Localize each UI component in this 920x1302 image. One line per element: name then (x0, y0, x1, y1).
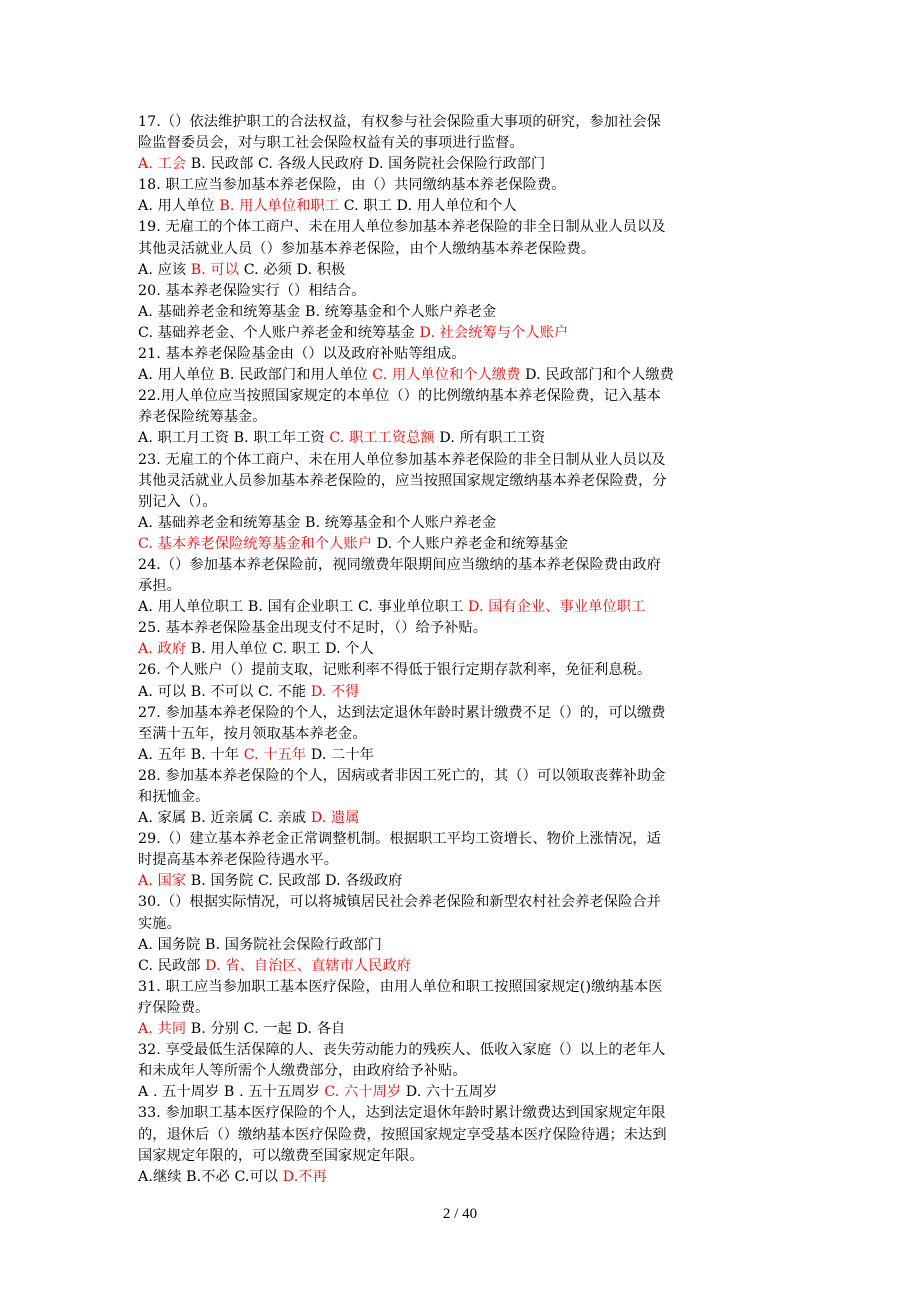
line-text: 和未成年人等所需个人缴费部分，由政府给予补贴。 (138, 1063, 467, 1080)
text-line (138, 344, 788, 365)
text-line (138, 682, 788, 703)
text-line (138, 850, 788, 871)
text-line (138, 217, 788, 238)
line-text: 其他灵活就业人员参加基本养老保险的，应当按照国家规定缴纳基本养老保险费，分 (138, 472, 667, 489)
text-line (138, 808, 788, 829)
line-text: C. 职工 D. 用人单位和个人 (339, 198, 517, 215)
line-text: B. 国务院 C. 民政部 D. 各级政府 (186, 873, 403, 890)
line-text: 33. 参加职工基本医疗保险的个人，达到法定退休年龄时累计缴费达到国家规定年限 (138, 1105, 666, 1122)
text-line (138, 281, 788, 302)
answer-highlight: D. 不得 (310, 683, 360, 700)
answer-highlight: D. 社会统筹与个人账户 (419, 324, 569, 341)
text-line (138, 302, 788, 323)
text-line (138, 239, 788, 260)
text-line (138, 428, 788, 449)
text-line (138, 724, 788, 745)
line-text: 疗保险费。 (138, 999, 210, 1016)
line-text: A. 国务院 B. 国务院社会保险行政部门 (138, 936, 382, 953)
answer-highlight: D. 遗属 (310, 810, 360, 827)
text-line (138, 998, 788, 1019)
text-line (138, 133, 788, 154)
text-line (138, 1082, 788, 1103)
text-line (138, 450, 788, 471)
text-line (138, 260, 788, 281)
text-line (138, 471, 788, 492)
answer-highlight: D.不再 (282, 1168, 327, 1185)
text-line (138, 639, 788, 660)
line-text: 养老保险统筹基金。 (138, 409, 267, 426)
line-text: D. 二十年 (306, 746, 374, 763)
line-text: A. 基础养老金和统筹基金 B. 统筹基金和个人账户养老金 (138, 514, 497, 531)
text-line (138, 829, 788, 850)
line-text: C. 必须 D. 积极 (239, 261, 346, 278)
text-line (138, 787, 788, 808)
line-text: A. 家属 B. 近亲属 C. 亲戚 (138, 810, 311, 827)
line-text: A. 用人单位职工 B. 国有企业职工 C. 事业单位职工 (138, 599, 468, 616)
text-line (138, 703, 788, 724)
answer-highlight: C. 用人单位和个人缴费 (372, 367, 521, 384)
line-text: A. 用人单位 (138, 198, 220, 215)
line-text: 19. 无雇工的个体工商户、未在用人单位参加基本养老保险的非全日制从业人员以及 (138, 219, 666, 236)
text-line (138, 323, 788, 344)
line-text: 28. 参加基本养老保险的个人，因病或者非因工死亡的，其（）可以领取丧葬补助金 (138, 767, 666, 784)
line-text: 其他灵活就业人员（）参加基本养老保险，由个人缴纳基本养老保险费。 (138, 240, 596, 257)
text-line (138, 1040, 788, 1061)
text-line (138, 534, 788, 555)
text-line (138, 745, 788, 766)
text-line (138, 1125, 788, 1146)
answer-highlight: A. 工会 (138, 156, 187, 173)
line-text: D. 六十五周岁 (401, 1084, 498, 1101)
answer-highlight: C. 职工工资总额 (329, 430, 435, 447)
answer-highlight: B. 可以 (190, 261, 240, 278)
line-text: 国家规定年限的，可以缴费至国家规定年限。 (138, 1147, 424, 1164)
text-line (138, 196, 788, 217)
text-line (138, 766, 788, 787)
answer-highlight: B. 用人单位和职工 (219, 198, 340, 215)
answer-highlight: A. 共同 (138, 1021, 187, 1038)
line-text: 险监督委员会，对与职工社会保险权益有关的事项进行监督。 (138, 135, 524, 152)
line-text: 21. 基本养老保险基金由（）以及政府补贴等组成。 (138, 346, 466, 363)
answer-highlight: A. 政府 (138, 641, 187, 658)
answer-highlight: C. 六十周岁 (324, 1084, 402, 1101)
text-line (138, 1167, 788, 1188)
line-text: 32. 享受最低生活保障的人、丧失劳动能力的残疾人、低收入家庭（）以上的老年人 (138, 1042, 666, 1059)
line-text: A. 可以 B. 不可以 C. 不能 (138, 683, 311, 700)
line-text: 23. 无雇工的个体工商户、未在用人单位参加基本养老保险的非全日制从业人员以及 (138, 451, 666, 468)
line-text: 24.（）参加基本养老保险前，视同缴费年限期间应当缴纳的基本养老保险费由政府 (138, 556, 661, 573)
text-line (138, 112, 788, 133)
line-text: 承担。 (138, 578, 181, 595)
line-text: B. 分别 C. 一起 D. 各自 (186, 1021, 346, 1038)
text-line (138, 977, 788, 998)
line-text: 的，退休后（）缴纳基本医疗保险费，按照国家规定享受基本医疗保险待遇；未达到 (138, 1126, 667, 1143)
line-text: C. 民政部 (138, 957, 206, 974)
text-line (138, 1019, 788, 1040)
text-line (138, 892, 788, 913)
document-body (138, 112, 788, 1188)
line-text: B. 民政部 C. 各级人民政府 D. 国务院社会保险行政部门 (186, 156, 546, 173)
line-text: A. 用人单位 B. 民政部门和用人单位 (138, 367, 373, 384)
line-text: A. 基础养老金和统筹基金 B. 统筹基金和个人账户养老金 (138, 303, 497, 320)
text-line (138, 956, 788, 977)
line-text: A.继续 B.不必 C.可以 (138, 1168, 283, 1185)
line-text: D. 民政部门和个人缴费 (520, 367, 674, 384)
line-text: 20. 基本养老保险实行（）相结合。 (138, 282, 366, 299)
text-line (138, 492, 788, 513)
answer-highlight: C. 十五年 (243, 746, 307, 763)
line-text: A. 应该 (138, 261, 191, 278)
line-text: 至满十五年，按月领取基本养老金。 (138, 725, 367, 742)
line-text: 时提高基本养老保险待遇水平。 (138, 852, 339, 869)
line-text: 26. 个人账户（）提前支取，记账利率不得低于银行定期存款利率，免征利息税。 (138, 662, 652, 679)
text-line (138, 871, 788, 892)
answer-highlight: A. 国家 (138, 873, 187, 890)
answer-highlight: C. 基本养老保险统筹基金和个人账户 (138, 535, 372, 552)
line-text: A. 职工月工资 B. 职工年工资 (138, 430, 330, 447)
line-text: D. 所有职工工资 (434, 430, 546, 447)
text-line (138, 175, 788, 196)
text-line (138, 935, 788, 956)
line-text: 实施。 (138, 915, 181, 932)
answer-highlight: D. 省、自治区、直辖市人民政府 (205, 957, 412, 974)
line-text: 30.（）根据实际情况，可以将城镇居民社会养老保险和新型农村社会养老保险合并 (138, 894, 661, 911)
text-line (138, 1146, 788, 1167)
text-line (138, 597, 788, 618)
line-text: B. 用人单位 C. 职工 D. 个人 (186, 641, 374, 658)
text-line (138, 365, 788, 386)
text-line (138, 513, 788, 534)
line-text: 22.用人单位应当按照国家规定的本单位（）的比例缴纳基本养老保险费，记入基本 (138, 388, 661, 405)
line-text: A . 五十周岁 B . 五十五周岁 (138, 1084, 325, 1101)
line-text: 和抚恤金。 (138, 789, 210, 805)
text-line (138, 555, 788, 576)
text-line (138, 914, 788, 935)
text-line (138, 1103, 788, 1124)
text-line (138, 407, 788, 428)
line-text: 17.（）依法维护职工的合法权益，有权参与社会保险重大事项的研究，参加社会保 (138, 114, 661, 130)
text-line (138, 154, 788, 175)
answer-highlight: D. 国有企业、事业单位职工 (468, 599, 646, 616)
text-line (138, 618, 788, 639)
text-line (138, 1061, 788, 1082)
line-text: 31. 职工应当参加职工基本医疗保险，由用人单位和职工按照国家规定()缴纳基本医 (138, 978, 663, 995)
line-text: 29.（）建立基本养老金正常调整机制。根据职工平均工资增长、物价上涨情况，适 (138, 831, 661, 848)
line-text: A. 五年 B. 十年 (138, 746, 244, 763)
line-text: C. 基础养老金、个人账户养老金和统筹基金 (138, 324, 420, 341)
line-text: 25. 基本养老保险基金出现支付不足时，（）给予补贴。 (138, 620, 487, 637)
text-line (138, 386, 788, 407)
line-text: D. 个人账户养老金和统筹基金 (371, 535, 569, 552)
line-text: 18. 职工应当参加基本养老保险，由（）共同缴纳基本养老保险费。 (138, 177, 566, 194)
page-number: 2 / 40 (442, 1206, 478, 1222)
text-line (138, 576, 788, 597)
line-text: 27. 参加基本养老保险的个人，达到法定退休年龄时累计缴费不足（）的，可以缴费 (138, 704, 666, 721)
line-text: 别记入（）。 (138, 493, 217, 510)
text-line (138, 660, 788, 681)
